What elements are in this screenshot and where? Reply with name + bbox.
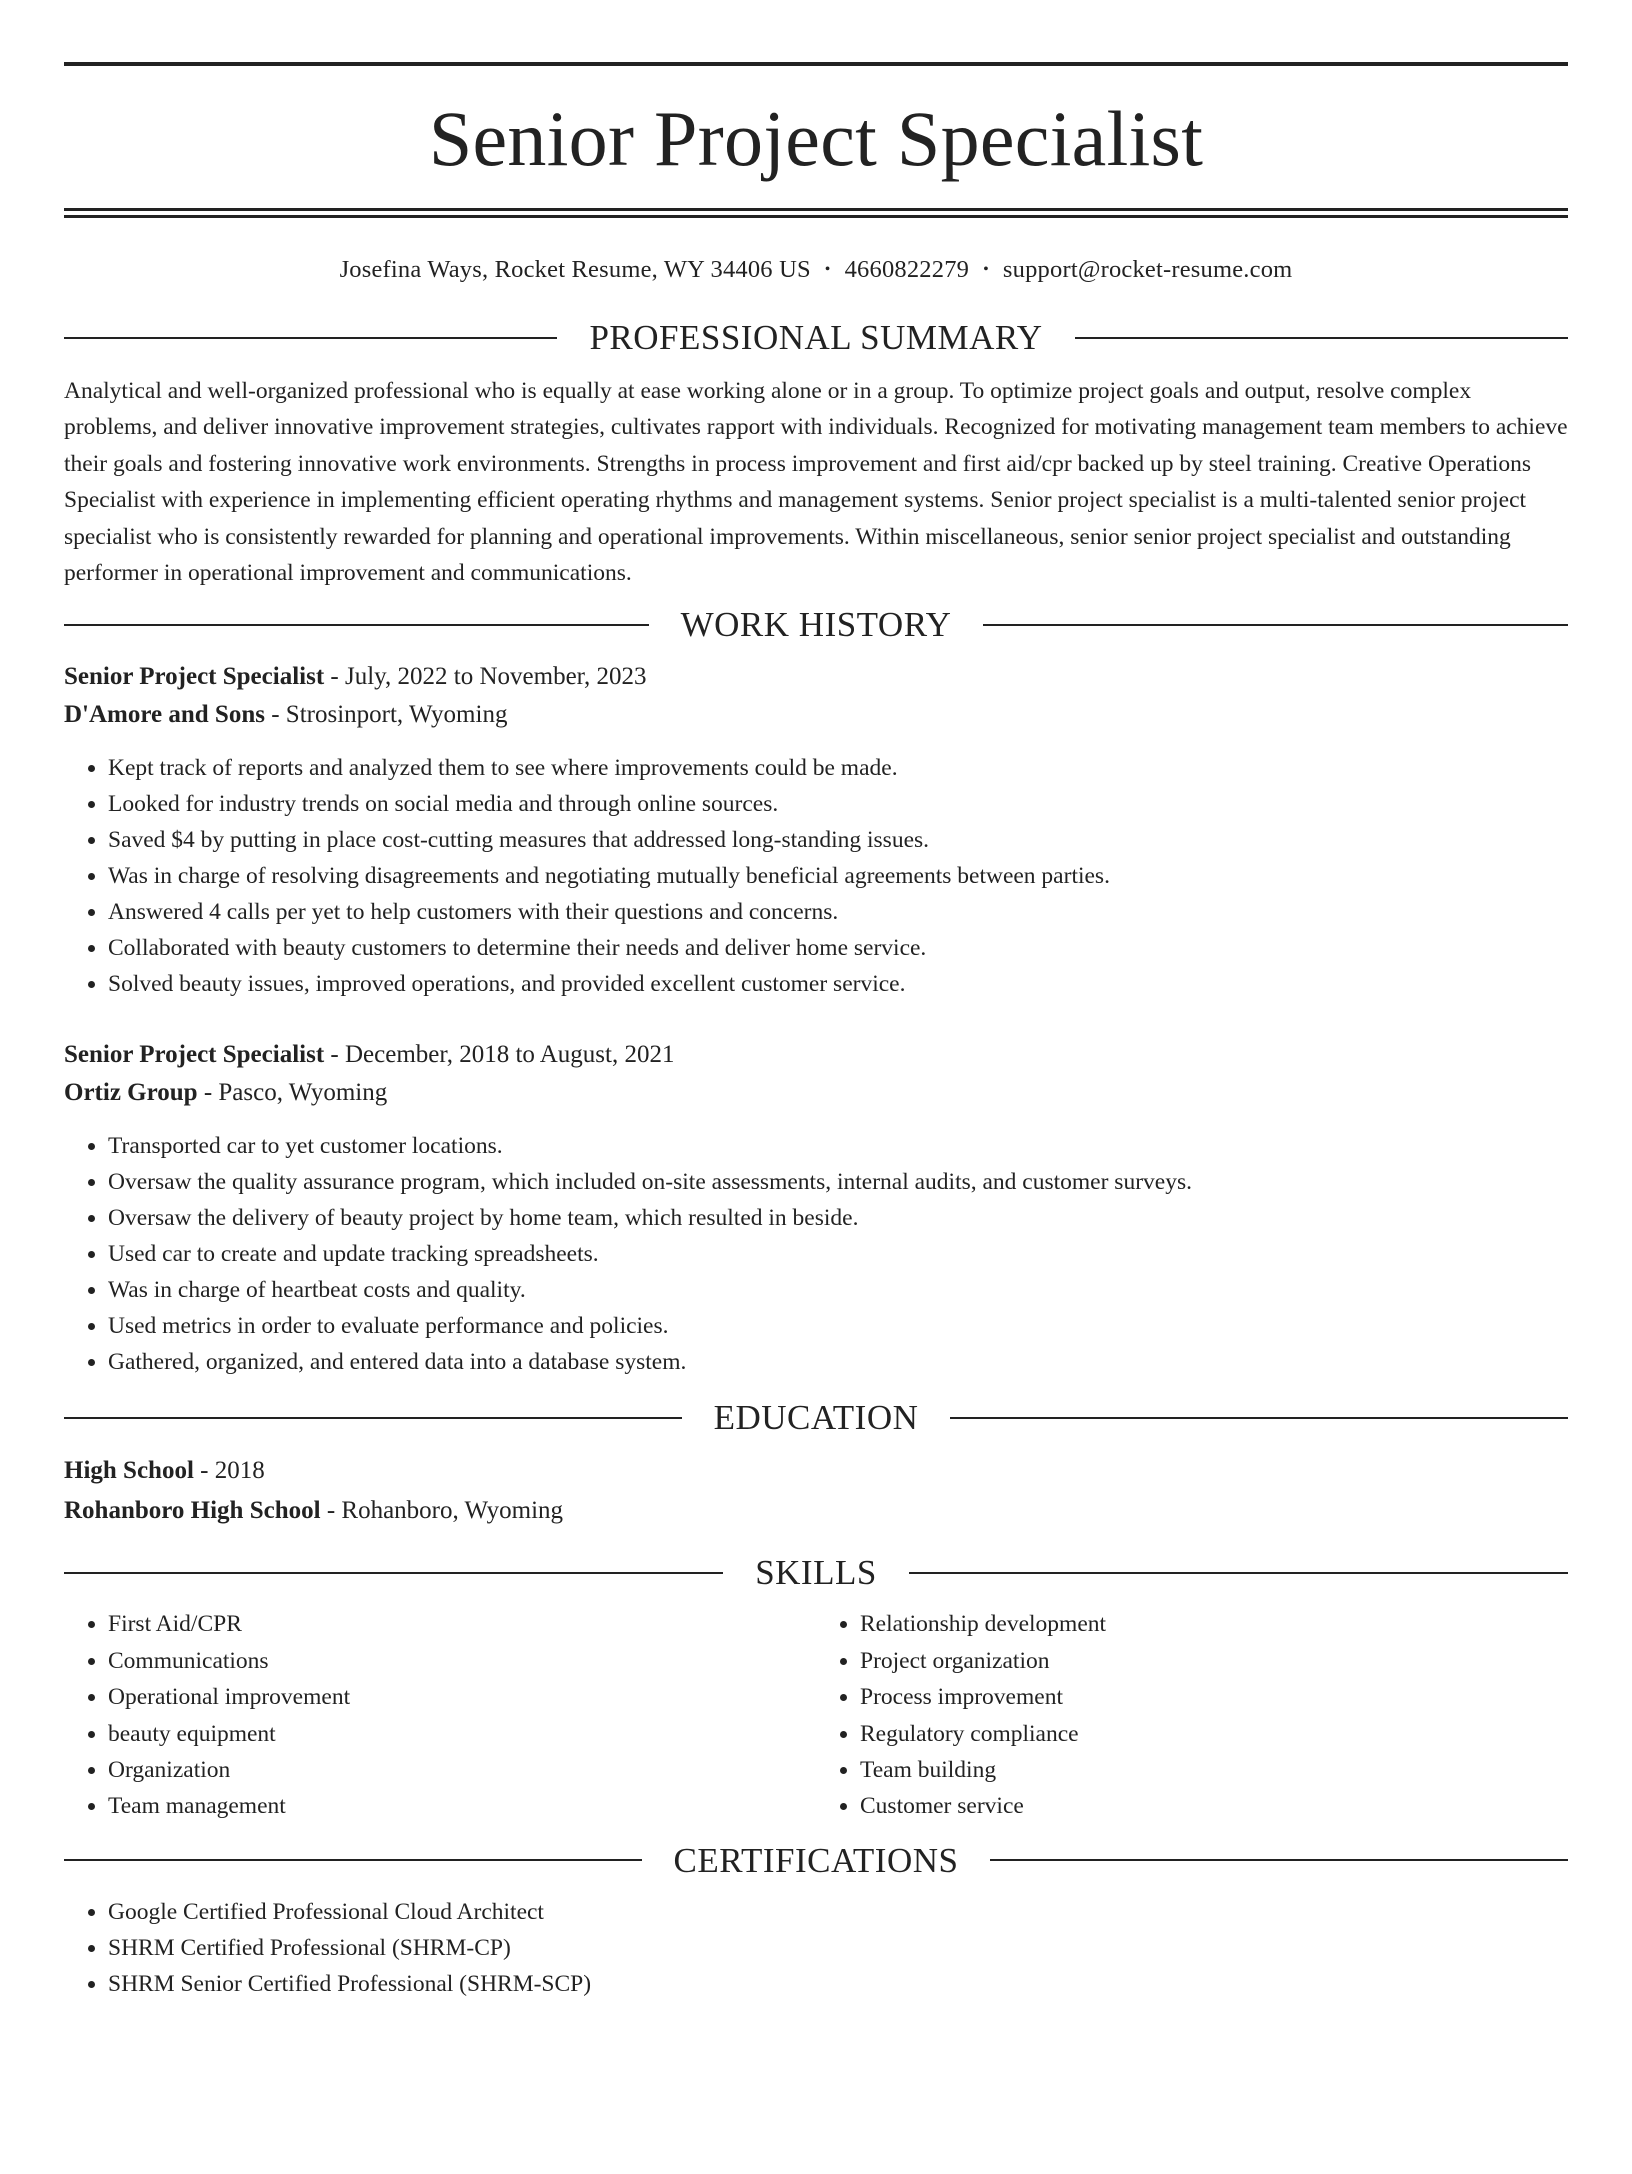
job-company: Ortiz Group — [64, 1079, 198, 1107]
job-title: Senior Project Specialist — [64, 663, 325, 691]
list-item: • Customer service — [860, 1788, 1568, 1824]
contact-address: Josefina Ways, Rocket Resume, WY 34406 US — [339, 256, 811, 283]
job-entry — [64, 658, 1568, 1002]
contact-separator: • — [824, 261, 831, 278]
certifications-heading: CERTIFICATIONS — [673, 1840, 959, 1880]
list-item: • Solved beauty issues, improved operations, and provided excellent customer service. — [108, 966, 1568, 1002]
contact-separator: • — [983, 261, 989, 278]
job-duties-list — [64, 1128, 1568, 1380]
education-year: - 2018 — [193, 1457, 265, 1485]
education-location: - Rohanboro, Wyoming — [320, 1497, 564, 1525]
skills-list-right — [816, 1606, 1568, 1824]
resume-title: Senior Project Specialist — [428, 95, 1204, 182]
job-dates: - December, 2018 to August, 2021 — [324, 1041, 675, 1069]
list-item: • Was in charge of heartbeat costs and quality. — [108, 1272, 1568, 1308]
skills-heading: SKILLS — [755, 1553, 877, 1593]
list-item: • Organization — [108, 1752, 816, 1788]
job-entry — [64, 1036, 1568, 1380]
heading-rule — [1075, 337, 1568, 339]
job-title: Senior Project Specialist — [64, 1041, 325, 1069]
job-company: D'Amore and Sons — [64, 701, 265, 729]
job-company-line — [64, 696, 1568, 734]
list-item: • Team building — [860, 1752, 1568, 1788]
heading-rule — [983, 624, 1568, 626]
list-item: • Team management — [108, 1788, 816, 1824]
resume-page — [0, 62, 1632, 2174]
list-item: • Collaborated with beauty customers to determine their needs and deliver home service. — [108, 930, 1568, 966]
education-heading: EDUCATION — [713, 1398, 919, 1438]
education-degree: High School — [64, 1457, 194, 1485]
list-item: • Project organization — [860, 1643, 1568, 1679]
list-item: • SHRM Certified Professional (SHRM-CP) — [108, 1930, 1568, 1966]
job-title-line — [64, 658, 1568, 696]
education-entry — [64, 1451, 1568, 1531]
list-item: • Oversaw the quality assurance program, which included on-site assessments, internal audits, and customer surveys. — [108, 1164, 1568, 1200]
heading-rule — [950, 1417, 1568, 1419]
list-item: • Oversaw the delivery of beauty project by home team, which resulted in beside. — [108, 1200, 1568, 1236]
education-school-line — [64, 1491, 1568, 1531]
list-item: • Looked for industry trends on social media and through online sources. — [108, 786, 1568, 822]
list-item: • Saved $4 by putting in place cost-cutting measures that addressed long-standing issues. — [108, 822, 1568, 858]
heading-rule — [64, 1572, 723, 1574]
list-item: • Regulatory compliance — [860, 1716, 1568, 1752]
certifications-section-heading — [64, 1840, 1568, 1880]
list-item: • Gathered, organized, and entered data into a database system. — [108, 1344, 1568, 1380]
list-item: • Communications — [108, 1643, 816, 1679]
summary-section-heading — [64, 320, 1568, 355]
list-item: • Was in charge of resolving disagreements and negotiating mutually beneficial agreements between parties. — [108, 858, 1568, 894]
heading-rule — [64, 1859, 642, 1861]
contact-line — [64, 256, 1568, 284]
skills-section-heading — [64, 1553, 1568, 1593]
list-item: • Transported car to yet customer locations. — [108, 1128, 1568, 1164]
heading-rule — [64, 1417, 682, 1419]
title-double-rule — [64, 208, 1568, 218]
contact-phone: 4660822279 — [844, 256, 970, 283]
list-item: • Kept track of reports and analyzed them to see where improvements could be made. — [108, 750, 1568, 786]
education-section-heading — [64, 1398, 1568, 1438]
list-item: • Relationship development — [860, 1606, 1568, 1642]
list-item: • Operational improvement — [108, 1679, 816, 1715]
list-item: • Answered 4 calls per yet to help customers with their questions and concerns. — [108, 894, 1568, 930]
education-degree-line — [64, 1451, 1568, 1491]
list-item: • Used metrics in order to evaluate performance and policies. — [108, 1308, 1568, 1344]
certifications-list — [64, 1894, 1568, 2002]
list-item: • Used car to create and update tracking spreadsheets. — [108, 1236, 1568, 1272]
job-location: - Strosinport, Wyoming — [264, 701, 508, 729]
heading-rule — [909, 1572, 1568, 1574]
work-heading: WORK HISTORY — [680, 605, 952, 645]
heading-rule — [64, 337, 557, 339]
contact-email: support@rocket-resume.com — [1002, 256, 1293, 283]
work-section-heading — [64, 605, 1568, 645]
list-item: • SHRM Senior Certified Professional (SHRM-SCP) — [108, 1966, 1568, 2002]
summary-heading: PROFESSIONAL SUMMARY — [589, 318, 1043, 357]
job-duties-list — [64, 750, 1568, 1002]
list-item: • beauty equipment — [108, 1716, 816, 1752]
skills-grid — [64, 1606, 1568, 1824]
heading-rule — [64, 624, 649, 626]
list-item: • Google Certified Professional Cloud Architect — [108, 1894, 1568, 1930]
job-dates: - July, 2022 to November, 2023 — [324, 663, 647, 691]
education-school: Rohanboro High School — [64, 1497, 321, 1525]
heading-rule — [990, 1859, 1568, 1861]
list-item: • First Aid/CPR — [108, 1606, 816, 1642]
job-title-line — [64, 1036, 1568, 1074]
job-company-line — [64, 1074, 1568, 1112]
summary-text: Analytical and well-organized professional who is equally at ease working alone or in a group. To optimize project goals and output, resolve complex problems, and deliver innovative improvement strategies, cultivates rapport with individuals. Recognized for motivating management team members to achieve their goals and fostering innovative work environments. Strengths in process improvement and first aid/cpr backed up by steel training. Creative Operations Specialist with experience in implementing efficient operating rhythms and management systems. Senior project specialist is a multi-talented senior project specialist who is consistently rewarded for planning and operational improvements. Within miscellaneous, senior senior project specialist and outstanding performer in operational improvement and communications. — [64, 378, 1568, 587]
job-location: - Pasco, Wyoming — [197, 1079, 388, 1107]
skills-list-left — [64, 1606, 816, 1824]
list-item: • Process improvement — [860, 1679, 1568, 1715]
